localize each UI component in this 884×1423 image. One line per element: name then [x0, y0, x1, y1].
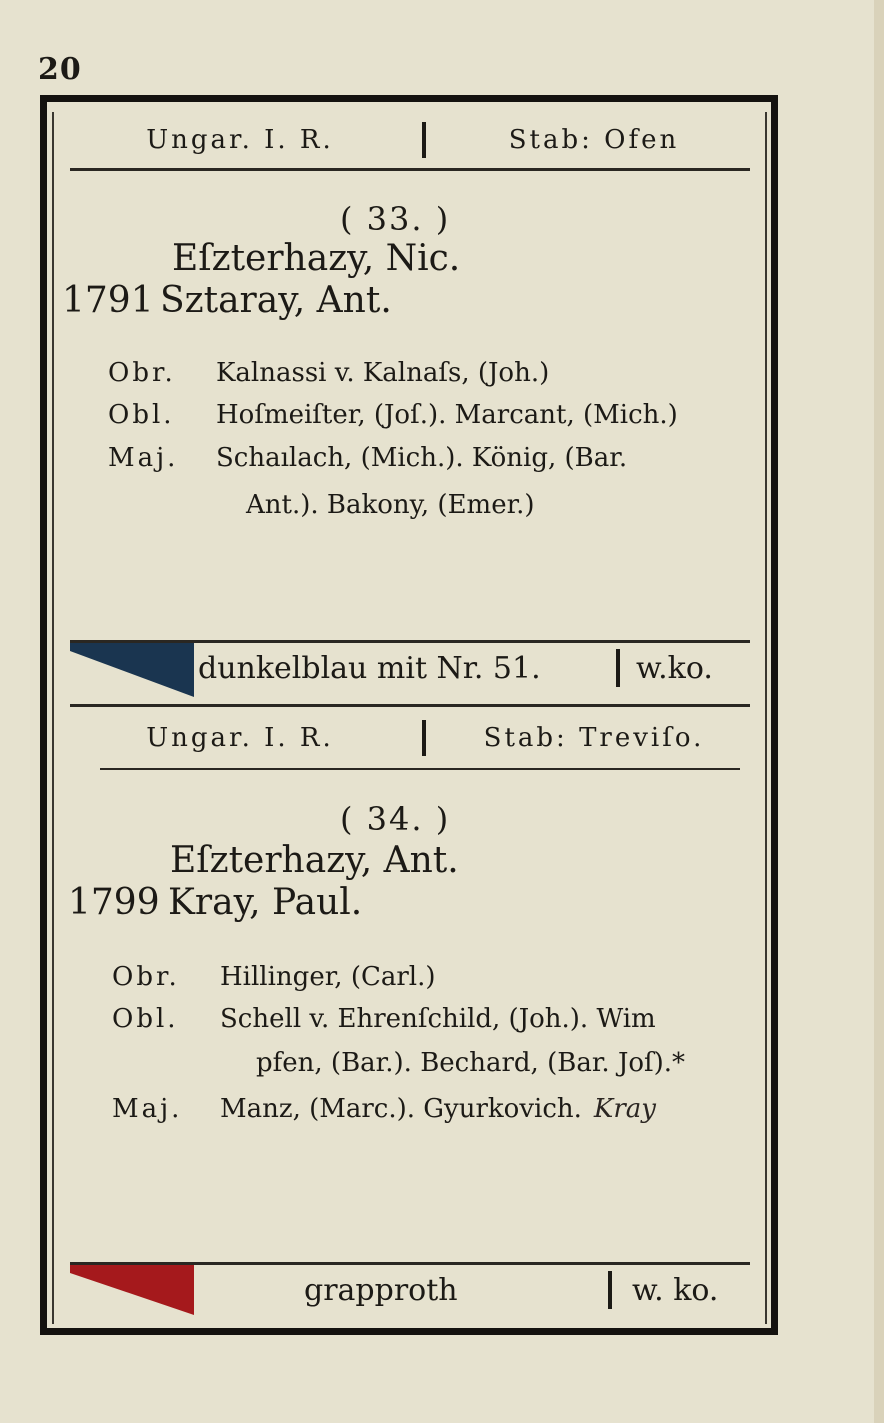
entry34-color-row: [70, 1262, 750, 1318]
officer-rank: Obr.: [112, 962, 180, 992]
officer-row: [112, 1094, 656, 1124]
officer-rank: Obl.: [108, 400, 175, 430]
officer-row: [112, 1004, 656, 1034]
officer-names: Schaılach, (Mich.). König, (Bar.: [216, 443, 628, 473]
entry34-header: [70, 710, 750, 766]
entry34-color-text: grapproth: [304, 1272, 458, 1308]
officer-names: Ant.). Bakony, (Emer.): [246, 490, 535, 520]
entry-divider: [70, 704, 750, 707]
header-separator: [422, 122, 426, 158]
entry33-color-suffix: w.ko.: [636, 650, 713, 686]
entry33-year: 1791: [62, 280, 154, 321]
officer-names: Hillinger, (Carl.): [220, 962, 436, 992]
entry33-owner: Eſzterhazy, Nic.: [172, 238, 461, 279]
officer-row: [108, 358, 549, 388]
officer-rank: Maj.: [108, 443, 179, 473]
header-rule: [70, 168, 750, 171]
officer-names: Hoſmeiſter, (Joſ.). Marcant, (Mich.): [216, 400, 678, 430]
entry34-header-regiment: Ungar. I. R.: [146, 723, 334, 753]
entry33-header: [70, 112, 750, 168]
entry33-colonel: Sztaray, Ant.: [160, 280, 392, 321]
officer-names: Schell v. Ehrenſchild, (Joh.). Wim: [220, 1004, 656, 1034]
officer-names: pfen, (Bar.). Bechard, (Bar. Joſ).*: [256, 1048, 686, 1078]
entry33-color-text: dunkelblau mit Nr. 51.: [198, 650, 541, 686]
officer-rank: Obr.: [108, 358, 176, 388]
entry33-color-row: [70, 640, 750, 696]
entry33-header-stab: Stab: Ofen: [508, 125, 680, 155]
officer-continuation: [246, 490, 535, 520]
entry34-colonel: Kray, Paul.: [168, 882, 363, 923]
page-number: 20: [38, 52, 82, 87]
officer-row: [108, 400, 678, 430]
entry34-header-stab: Stab: Treviſo.: [483, 723, 705, 753]
entry33-number: ( 33. ): [340, 200, 451, 238]
officer-continuation: [256, 1048, 685, 1078]
header-separator: [422, 720, 426, 756]
officer-rank: Maj.: [112, 1094, 183, 1124]
entry34-color-suffix: w. ko.: [632, 1272, 719, 1308]
handwritten-note: Kray: [593, 1094, 656, 1124]
entry33-header-regiment: Ungar. I. R.: [146, 125, 334, 155]
color-separator: [608, 1271, 612, 1309]
entry34-number: ( 34. ): [340, 800, 451, 838]
officer-row: [108, 443, 627, 473]
header-rule: [100, 768, 740, 770]
entry34-year: 1799: [68, 882, 160, 923]
color-separator: [616, 649, 620, 687]
officer-names: Kalnassi v. Kalnaſs, (Joh.): [216, 358, 550, 388]
officer-row: [112, 962, 436, 992]
page-edge: [874, 0, 884, 1423]
entry34-owner: Eſzterhazy, Ant.: [170, 840, 459, 881]
officer-rank: Obl.: [112, 1004, 179, 1034]
officer-names: Manz, (Marc.). Gyurkovich.: [220, 1094, 582, 1124]
